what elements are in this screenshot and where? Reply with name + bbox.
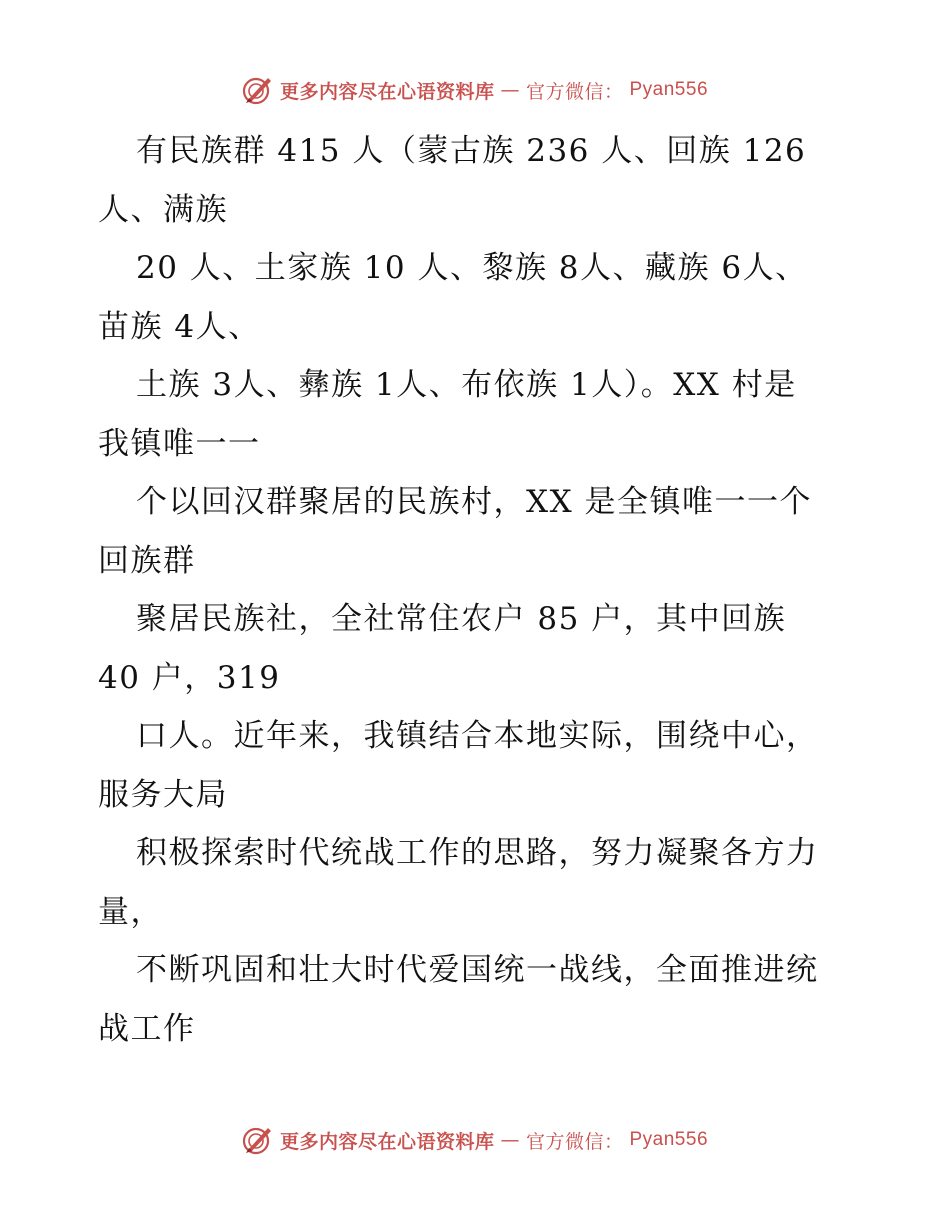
watermark-dash: — xyxy=(500,1129,520,1151)
paragraph-line: 苗族 4人、 xyxy=(98,308,261,345)
watermark-official-label: 官方微信： xyxy=(525,80,624,103)
footer-watermark xyxy=(0,1122,950,1158)
watermark-wechat-id: Pyan556 xyxy=(629,79,709,100)
paragraph-line: 40 户，319 xyxy=(98,659,281,696)
document-body xyxy=(98,122,878,1058)
watermark-dash: — xyxy=(500,79,520,101)
paragraph-line: 不断巩固和壮大时代爱国统一战线，全面推进统 xyxy=(136,952,819,988)
pen-logo-icon xyxy=(242,74,274,106)
paragraph-line: 20 人、土家族 10 人、黎族 8人、藏族 6人、 xyxy=(136,250,808,286)
paragraph-line: 我镇唯一一 xyxy=(98,425,261,462)
pen-logo-icon xyxy=(242,1124,274,1156)
header-watermark xyxy=(0,72,950,108)
paragraph-line: 口人。近年来，我镇结合本地实际，围绕中心， xyxy=(136,718,819,754)
paragraph-line: 战工作 xyxy=(98,1010,196,1047)
paragraph-line: 个以回汉群聚居的民族村，XX 是全镇唯一一个 xyxy=(136,484,812,520)
watermark-official-label: 官方微信： xyxy=(525,1130,624,1153)
paragraph-line: 人、满族 xyxy=(98,191,228,228)
watermark-brand: 更多内容尽在心语资料库 xyxy=(279,1130,495,1153)
paragraph-line: 回族群 xyxy=(98,542,196,579)
paragraph-line: 量， xyxy=(98,893,163,930)
watermark-brand: 更多内容尽在心语资料库 xyxy=(279,80,495,103)
paragraph-line: 聚居民族社，全社常住农户 85 户，其中回族 xyxy=(136,601,787,637)
paragraph-line: 土族 3人、彝族 1人、布依族 1人）。XX 村是 xyxy=(136,367,797,403)
paragraph-line: 有民族群 415 人（蒙古族 236 人、回族 126 xyxy=(136,133,807,169)
paragraph-line: 服务大局 xyxy=(98,776,228,813)
paragraph-line: 积极探索时代统战工作的思路，努力凝聚各方力 xyxy=(136,835,819,871)
watermark-wechat-id: Pyan556 xyxy=(629,1129,709,1150)
